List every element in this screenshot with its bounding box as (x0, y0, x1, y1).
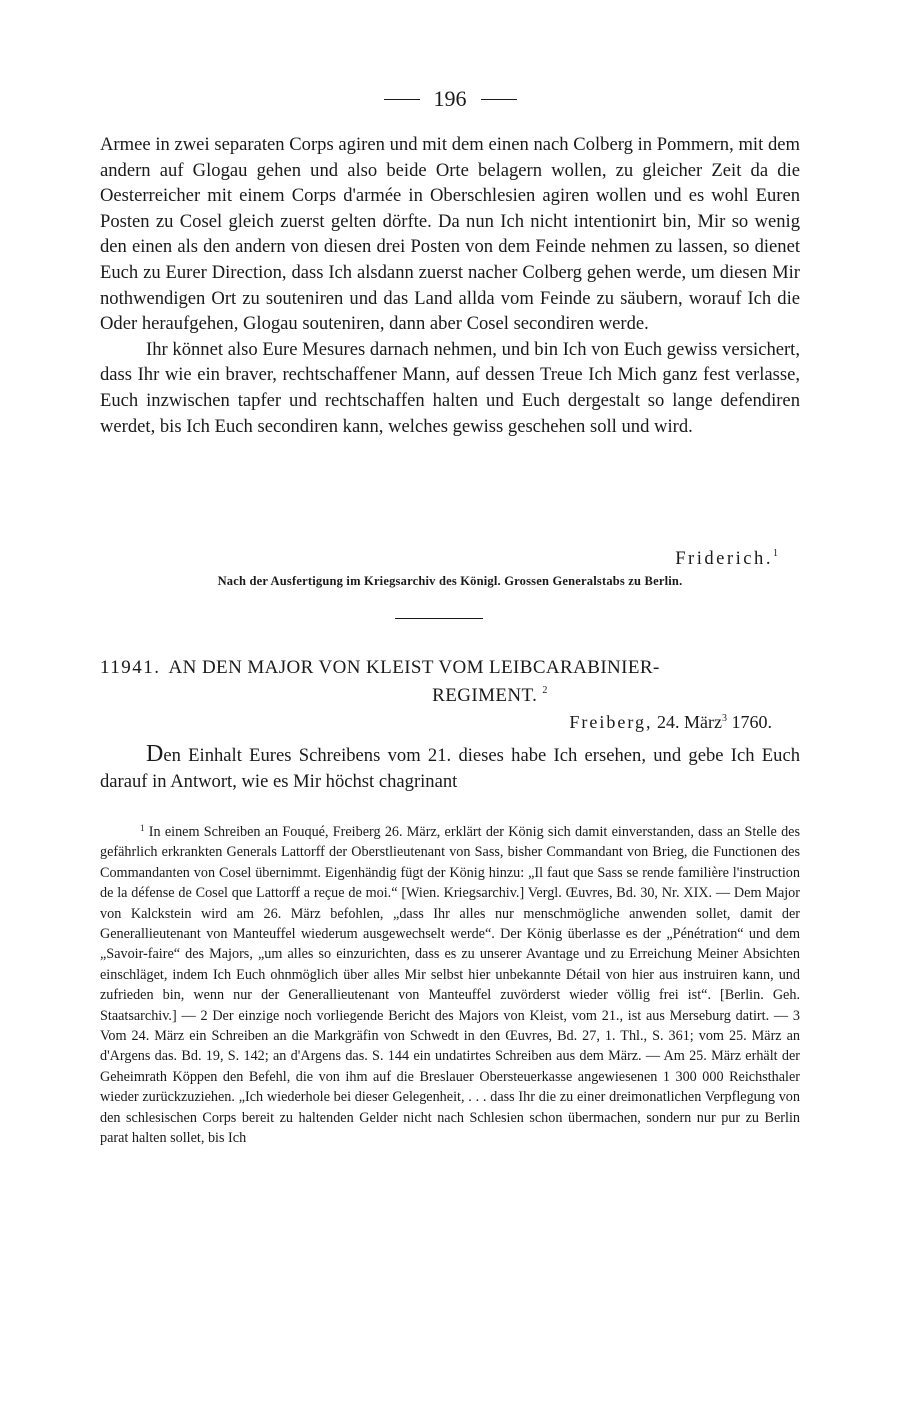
page-header (0, 86, 900, 112)
letter-text (100, 742, 800, 794)
letter-title-note-ref: 2 (542, 685, 548, 696)
header-dash-left (384, 99, 420, 100)
footnote-block (100, 818, 800, 1149)
source-note: Nach der Ausfertigung im Kriegsarchiv des Königl. Grossen Generalstabs zu Berlin. (217, 574, 683, 588)
section-divider (395, 618, 483, 619)
signature-note-ref: 1 (773, 548, 778, 559)
header-dash-right (481, 99, 517, 100)
letter-title-line-2: REGIMENT. (432, 685, 538, 706)
letter-date: 24. März (657, 712, 722, 732)
letter-number: 11941. (100, 657, 161, 678)
footnote-marker: 1 (140, 823, 145, 833)
page-number: 196 (433, 86, 467, 111)
letter-dateline (569, 712, 772, 733)
letter-title-line-1: AN DEN MAJOR VON KLEIST VOM LEIBCARABINIER- (168, 657, 660, 678)
letter-date-note-ref: 3 (722, 713, 727, 724)
letter-text-rest: en Einhalt Eures Schreibens vom 21. dieses habe Ich ersehen, und gebe Ich Euch darauf in Antwort, wie es Mir höchst chagrinant (100, 745, 800, 792)
footnote-text: In einem Schreiben an Fouqué, Freiberg 26. März, erklärt der König sich damit einverstanden, dass an Stelle des gefährlich erkrankten Generals Lattorff der Oberstlieutenant von Sass, bisher Commandant von Brieg, die Functionen des Commandanten von Cosel übernimmt. Eigenhändig fügt der König hinzu: „Il faut que Sass se rende familière l'instruction de la défense de Cosel que Lattorff a reçue de moi.“ [Wien. Kriegsarchiv.] Vergl. Œuvres, Bd. 30, Nr. XIX. — Dem Major von Kalckstein wird am 26. März befohlen, „dass Ihr alles nur menschmögliche anwenden sollet, damit der Generallieutenant von Manteuffel wiederum ausgewechselt werde“. Der König überlasse es der „Pénétration“ und dem „Savoir-faire“ des Majors, „um alles so einzurichten, dass es zu unserer Avantage und zu Erreichung Meiner Absichten einschläget, indem Ich Euch ohnmöglich über alles Mir selbst hier unbekannte Détail von hier aus instruiren kann, und zufrieden bin, wenn nur der Generallieutenant von Manteuffel zuvörderst wieder völlig frei ist“. [Berlin. Geh. Staatsarchiv.] — 2 Der einzige noch vorliegende Bericht des Majors von Kleist, vom 21., ist aus Merseburg datirt. — 3 Vom 24. März ein Schreiben an die Markgräfin von Schwedt in den Œuvres, Bd. 27, 1. Thl., S. 361; vom 25. März an d'Argens das. Bd. 19, S. 142; an d'Argens das. S. 144 ein undatirtes Schreiben aus dem März. — Am 25. März erhält der Geheimrath Köppen den Befehl, die von ihm auf die Breslauer Obersteuerkasse angewiesenen 1 300 000 Reichsthaler wieder zurückzuziehen. „Ich wiederhole bei dieser Gelegenheit, . . . dass Ihr die zu einer dreimonatlichen Verpflegung von den schlesischen Corps bereit zu haltenden Gelder nicht nach Schlesien schon übermachen, sondern nur pur zu Berlin parat halten sollet, bis Ich (100, 824, 801, 1147)
signature (675, 548, 778, 570)
letter-year: 1760. (731, 712, 772, 732)
letter-heading-line-1 (100, 656, 800, 679)
letter-heading (100, 656, 800, 707)
letter-heading-line-2 (100, 679, 800, 707)
main-paragraph-1: Armee in zwei separaten Corps agiren und mit dem einen nach Colberg in Pommern, mit dem andern auf Glogau gehen und also beide Orte belagern wollen, zu gleicher Zeit da die Oesterreicher mit einem Corps d'armée in Oberschlesien agiren wollen und es wohl Euren Posten zu Cosel gleich zuerst gelten dörfte. Da nun Ich nicht intentionirt bin, Mir so wenig den einen als den andern von diesen drei Posten von dem Feinde nehmen zu lassen, so dienet Euch zu Eurer Direction, dass Ich alsdann zuerst nacher Colberg gehen werde, um diesen Mir nothwendigen Ort zu souteniren und das Land allda vom Feinde zu säubern, worauf Ich die Oder heraufgehen, Glogau souteniren, dann aber Cosel secondiren werde. (100, 134, 800, 335)
signature-name: Friderich. (675, 548, 773, 569)
main-text (100, 132, 800, 439)
letter-initial: D (146, 741, 164, 767)
letter-paragraph (100, 742, 800, 794)
letter-place: Freiberg, (569, 712, 653, 732)
main-paragraph-2: Ihr könnet also Eure Mesures darnach nehmen, und bin Ich von Euch gewiss versichert, dass Ihr wie ein braver, rechtschaffener Mann, auf dessen Treue Ich Mich ganz fest verlasse, Euch inzwischen tapfer und rechtschaffen halten und Euch dergestalt so lange defendiren werdet, bis Ich Euch secondiren kann, welches gewiss geschehen soll und wird. (100, 338, 800, 437)
footnotes (100, 818, 800, 1149)
